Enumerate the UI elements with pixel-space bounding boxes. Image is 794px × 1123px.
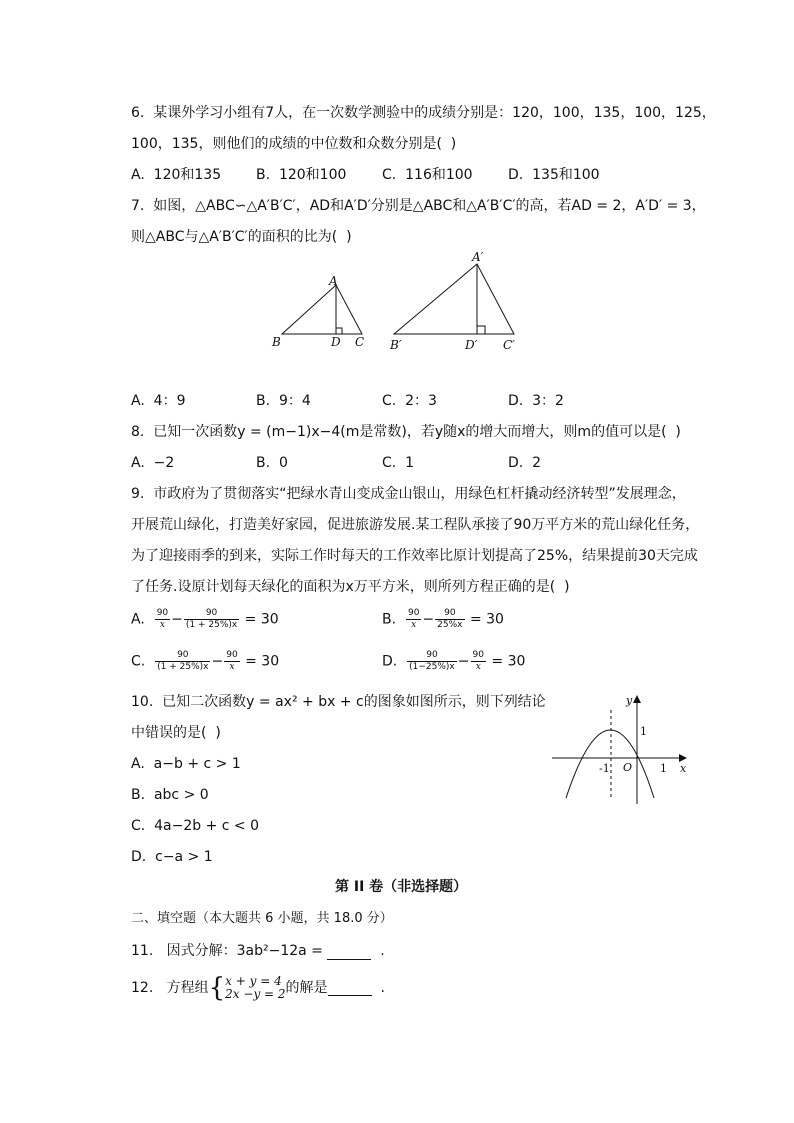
- tick-label-neg1: -1: [599, 762, 610, 775]
- q8-option-a: A. −2: [131, 455, 175, 471]
- q7-line1: 7. 如图，△ABC∽△A′B′C′，AD和A′D′分别是△ABC和△A′B′C′的高，若AD = 2，A′D′ = 3，: [131, 198, 706, 214]
- q7-option-a: A. 4：9: [131, 393, 186, 409]
- q10-option-d: D. c−a > 1: [131, 849, 213, 865]
- q10-option-b: B. abc > 0: [131, 787, 209, 803]
- q8-line1: 8. 已知一次函数y = (m−1)x−4(m是常数)，若y随x的增大而增大，则m的值可以是( ): [131, 424, 681, 440]
- q7-option-c: C. 2：3: [382, 393, 437, 409]
- q9-option-d: D. $\frac{90}{(1-25\%)x}$ − $\frac{90}{x}$ = 30: [382, 650, 526, 672]
- q10-parabola-graph: [548, 690, 698, 806]
- q9-line4: 了任务.设原计划每天绿化的面积为x万平方米，则所列方程正确的是( ): [131, 579, 570, 595]
- q7-line2: 则△ABC与△A′B′C′的面积的比为( ): [131, 229, 352, 245]
- q9-line2: 开展荒山绿化，打造美好家园，促进旅游发展.某工程队承接了90万平方米的荒山绿化任务，: [131, 517, 700, 533]
- label-b-prime: B′: [390, 338, 402, 352]
- q7-option-b: B. 9：4: [256, 393, 311, 409]
- q11-answer-blank[interactable]: [327, 945, 371, 960]
- q8-option-b: B. 0: [256, 455, 288, 471]
- q10-option-c: C. 4a−2b + c < 0: [131, 818, 260, 834]
- q6-option-a: A. 120和135: [131, 167, 222, 183]
- q6-option-c: C. 116和100: [382, 167, 473, 183]
- q9-option-c: C. $\frac{90}{(1 + 25\%)x}$ − $\frac{90}{x}$ = 30: [131, 650, 280, 672]
- right-angle-d: [336, 328, 342, 334]
- q12-answer-blank[interactable]: [328, 981, 372, 996]
- label-b: B: [272, 335, 281, 349]
- q8-option-c: C. 1: [382, 455, 415, 471]
- q8-option-d: D. 2: [508, 455, 542, 471]
- q9-option-b: B. $\frac{90}{x}$ − $\frac{90}{25\%x}$ = 30: [382, 608, 504, 630]
- q7-option-d: D. 3：2: [508, 393, 564, 409]
- q7-triangle-figure: [260, 248, 530, 358]
- label-d-prime: D′: [465, 338, 478, 352]
- right-angle-d-prime: [477, 326, 485, 334]
- label-c: C: [355, 335, 365, 349]
- q12-line: 12. 方程组{ x + y = 4 2x −y = 2 的解是 .: [131, 973, 385, 1003]
- origin-label: O: [623, 761, 633, 774]
- y-axis-label: y: [626, 694, 633, 707]
- parabola-curve: [566, 730, 654, 798]
- q10-line1: 10. 已知二次函数y = ax² + bx + c的图象如图所示，则下列结论: [131, 694, 546, 710]
- triangle-abc: [282, 285, 362, 334]
- label-a: A: [329, 274, 338, 288]
- q10-line2: 中错误的是( ): [131, 725, 221, 741]
- triangle-abc-prime: [394, 264, 514, 334]
- x-axis-label: x: [680, 762, 687, 775]
- q9-line1: 9. 市政府为了贯彻落实“把绿水青山变成金山银山，用绿色杠杆撬动经济转型”发展理念，: [131, 486, 686, 502]
- section-part-heading: 二、填空题（本大题共 6 小题，共 18.0 分）: [131, 911, 393, 926]
- q6-option-d: D. 135和100: [508, 167, 600, 183]
- q10-option-a: A. a−b + c > 1: [131, 756, 241, 772]
- q9-option-a: A. $\frac{90}{x}$ − $\frac{90}{(1 + 25\%)x}$ = 30: [131, 608, 279, 630]
- q6-line1: 6. 某课外学习小组有7人，在一次数学测验中的成绩分别是：120，100，135，100，125，: [131, 105, 716, 121]
- q6-option-b: B. 120和100: [256, 167, 347, 183]
- label-a-prime: A′: [472, 250, 484, 264]
- tick-label-1-x: 1: [660, 762, 667, 775]
- q6-line2: 100，135，则他们的成绩的中位数和众数分别是( ): [131, 136, 457, 152]
- section-title: 第 II 卷（非选择题）: [335, 879, 468, 895]
- label-d: D: [331, 335, 341, 349]
- tick-label-1-y: 1: [640, 725, 647, 738]
- q11-line: 11. 因式分解：3ab²−12a = .: [131, 943, 385, 959]
- label-c-prime: C′: [503, 338, 515, 352]
- q9-line3: 为了迎接雨季的到来，实际工作时每天的工作效率比原计划提高了25%，结果提前30天完成: [131, 548, 698, 564]
